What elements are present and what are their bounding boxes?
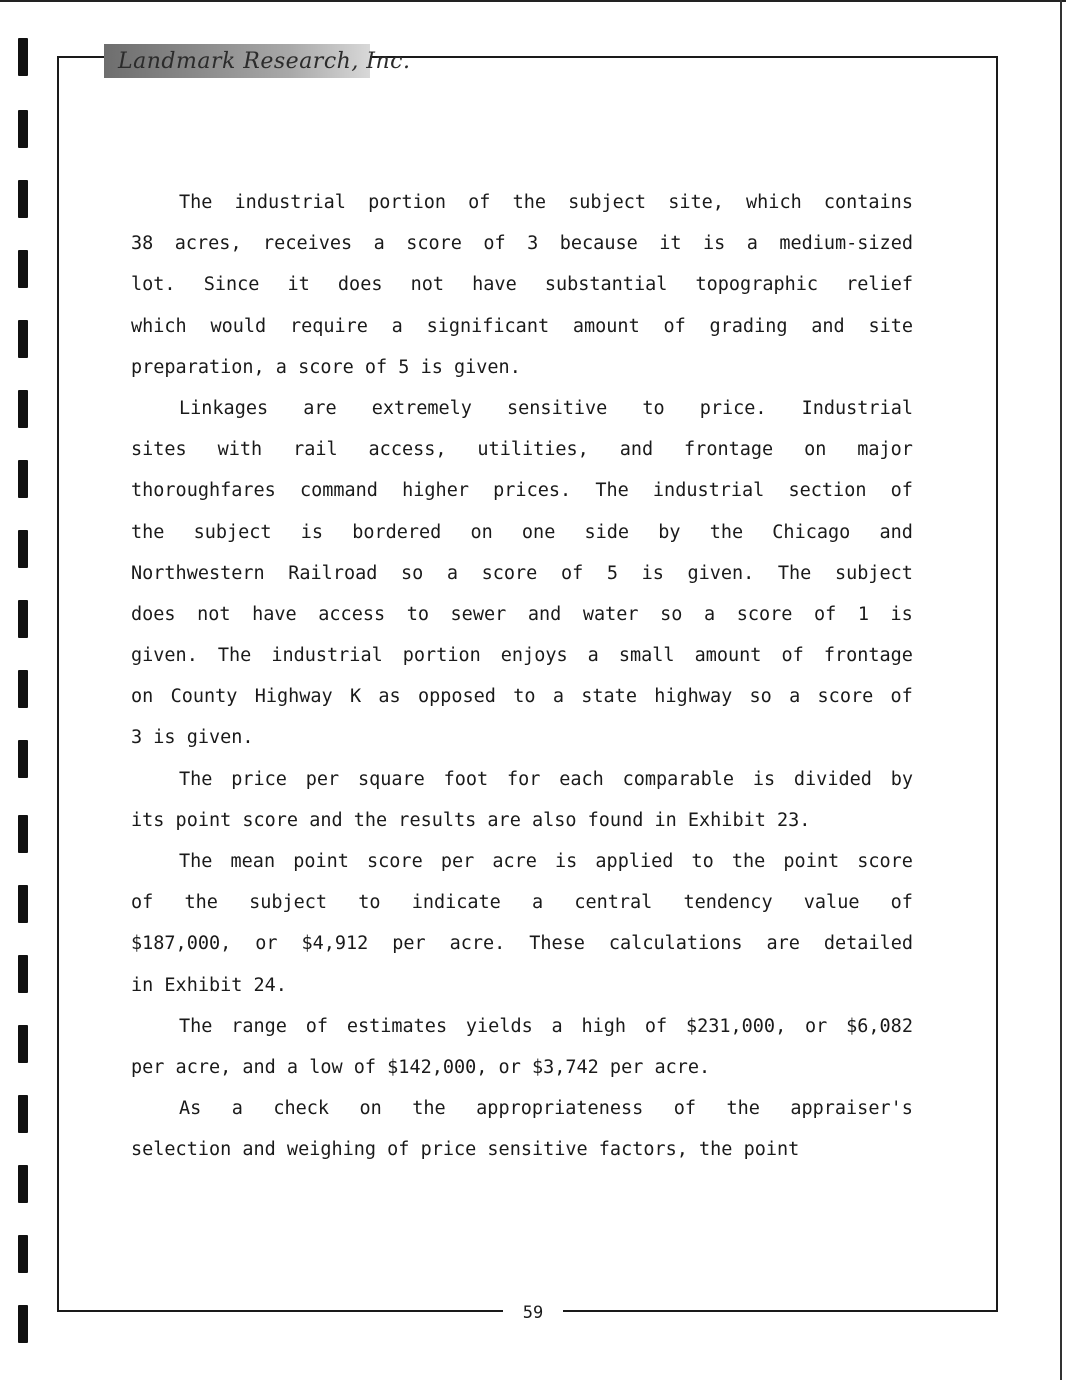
text-line: given. The industrial portion enjoys a small amount of frontage [131,645,913,667]
body-text [131,182,913,1171]
text-line: its point score and the results are also found in Exhibit 23. [131,809,811,831]
punch-hole [18,600,28,638]
text-line: Linkages are extremely sensitive to price. Industrial [179,397,913,419]
punch-hole [18,110,28,148]
text-line: preparation, a score of 5 is given. [131,356,521,378]
text-line: the subject is bordered on one side by the Chicago and [131,521,913,543]
text-line: in Exhibit 24. [131,974,287,996]
punch-hole [18,1305,28,1343]
text-line: selection and weighing of price sensitive factors, the point [131,1139,800,1161]
punch-hole [18,530,28,568]
punch-hole [18,815,28,853]
text-line: lot. Since it does not have substantial topographic relief [131,274,913,296]
logo-text: Landmark Research, Inc. [118,48,411,74]
text-line: per acre, and a low of $142,000, or $3,742 per acre. [131,1056,711,1078]
text-line: which would require a significant amount of grading and site [131,315,913,337]
text-line: 3 is given. [131,727,254,749]
scan-edge-top [0,0,1066,2]
punch-hole [18,180,28,218]
page-number: 59 [522,1303,544,1323]
text-line: The industrial portion of the subject site, which contains [179,192,913,213]
punch-hole [18,740,28,778]
punch-hole [18,390,28,428]
text-line: of the subject to indicate a central tendency value of [131,892,913,914]
punch-hole [18,250,28,288]
text-line: sites with rail access, utilities, and frontage on major [131,439,913,461]
punch-hole [18,885,28,923]
text-line: The price per square foot for each comparable is divided by [179,768,913,790]
scan-edge-right [1060,0,1062,1380]
punch-hole [18,1165,28,1203]
company-logo [104,44,411,78]
text-line: The mean point score per acre is applied to the point score [179,851,913,872]
text-line: The range of estimates yields a high of $231,000, or $6,082 [179,1015,913,1037]
punch-hole [18,38,28,76]
punch-hole [18,955,28,993]
text-line: thoroughfares command higher prices. The industrial section of [131,480,913,502]
text-line: As a check on the appropriateness of the appraiser's [179,1098,913,1120]
text-line: 38 acres, receives a score of 3 because it is a medium-sized [131,233,913,255]
punch-hole [18,1235,28,1273]
punch-hole [18,670,28,708]
text-line: Northwestern Railroad so a score of 5 is given. The subject [131,562,913,584]
punch-hole [18,1025,28,1063]
text-line: on County Highway K as opposed to a state highway so a score of [131,686,913,708]
punch-hole [18,460,28,498]
punch-hole [18,320,28,358]
text-line: does not have access to sewer and water so a score of 1 is [131,603,913,625]
punch-hole [18,1095,28,1133]
text-line: $187,000, or $4,912 per acre. These calculations are detailed [131,933,913,955]
